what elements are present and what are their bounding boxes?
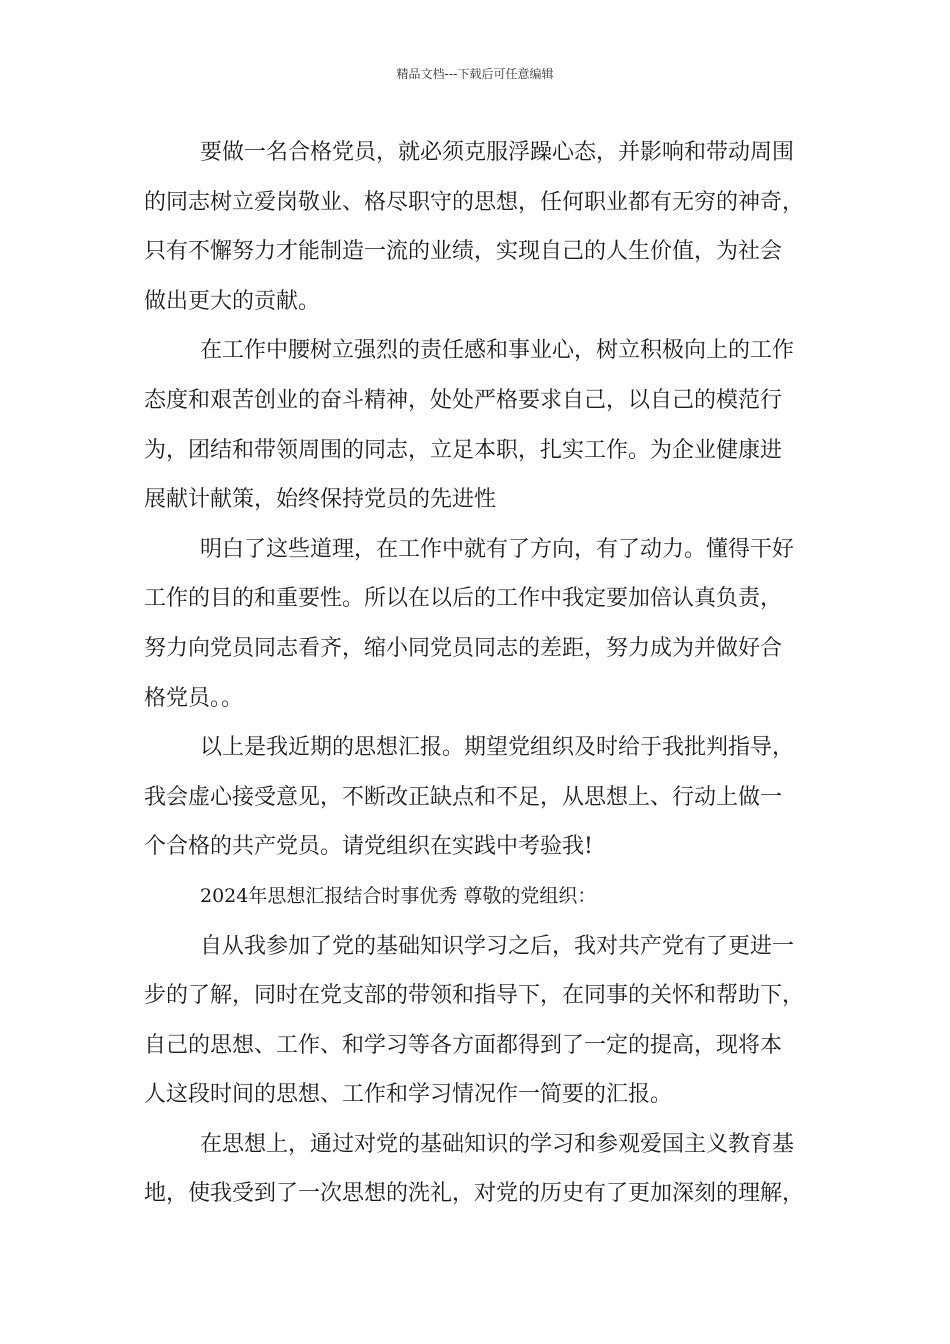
text-line: 格党员。。 xyxy=(144,685,244,711)
text-line: 2024年思想汇报结合时事优秀 尊敬的党组织： xyxy=(200,884,597,907)
paragraph-5 xyxy=(144,922,810,1120)
text-line: 努力向党员同志看齐，缩小同党员同志的差距，努力成为并做好合 xyxy=(144,635,783,661)
text-line: 步的了解，同时在党支部的带领和指导下，在同事的关怀和帮助下， xyxy=(144,983,805,1009)
text-line: 做出更大的贡献。 xyxy=(144,288,321,314)
document-body xyxy=(144,128,810,1219)
text-line: 在工作中腰树立强烈的责任感和事业心，树立积极向上的工作 xyxy=(200,338,795,364)
text-line: 自从我参加了党的基础知识学习之后，我对共产党有了更进一 xyxy=(200,933,795,959)
text-line: 我会虚心接受意见，不断改正缺点和不足，从思想上、行动上做一 xyxy=(144,784,783,810)
text-line: 为，团结和带领周围的同志，立足本职，扎实工作。为企业健康进 xyxy=(144,437,783,463)
text-line: 要做一名合格党员，就必须克服浮躁心态，并影响和带动周围 xyxy=(200,140,795,165)
text-line: 明白了这些道理，在工作中就有了方向，有了动力。懂得干好 xyxy=(200,536,795,562)
text-line: 以上是我近期的思想汇报。期望党组织及时给于我批判指导， xyxy=(200,735,795,761)
text-line: 地，使我受到了一次思想的洗礼，对党的历史有了更加深刻的理解， xyxy=(144,1181,805,1207)
paragraph-1 xyxy=(144,128,810,326)
text-line: 态度和艰苦创业的奋斗精神，处处严格要求自己，以自己的模范行 xyxy=(144,387,783,413)
text-line: 只有不懈努力才能制造一流的业绩，实现自己的人生价值，为社会 xyxy=(144,239,783,265)
paragraph-2 xyxy=(144,326,810,524)
section-heading xyxy=(144,872,810,922)
text-line: 自己的思想、工作、和学习等各方面都得到了一定的提高，现将本 xyxy=(144,1032,783,1058)
text-line: 人这段时间的思想、工作和学习情况作一简要的汇报。 xyxy=(144,1082,673,1108)
text-line: 在思想上，通过对党的基础知识的学习和参观爱国主义教育基 xyxy=(200,1131,795,1157)
paragraph-6 xyxy=(144,1120,810,1219)
paragraph-3 xyxy=(144,525,810,723)
page-header: 精品文档---下载后可任意编辑 xyxy=(396,67,554,81)
text-line: 展献计献策，始终保持党员的先进性 xyxy=(144,487,497,513)
text-line: 工作的目的和重要性。所以在以后的工作中我定要加倍认真负责， xyxy=(144,586,783,612)
paragraph-4 xyxy=(144,723,810,872)
text-line: 的同志树立爱岗敬业、格尽职守的思想，任何职业都有无穷的神奇， xyxy=(144,189,805,215)
text-line: 个合格的共产党员。请党组织在实践中考验我! xyxy=(144,834,593,860)
